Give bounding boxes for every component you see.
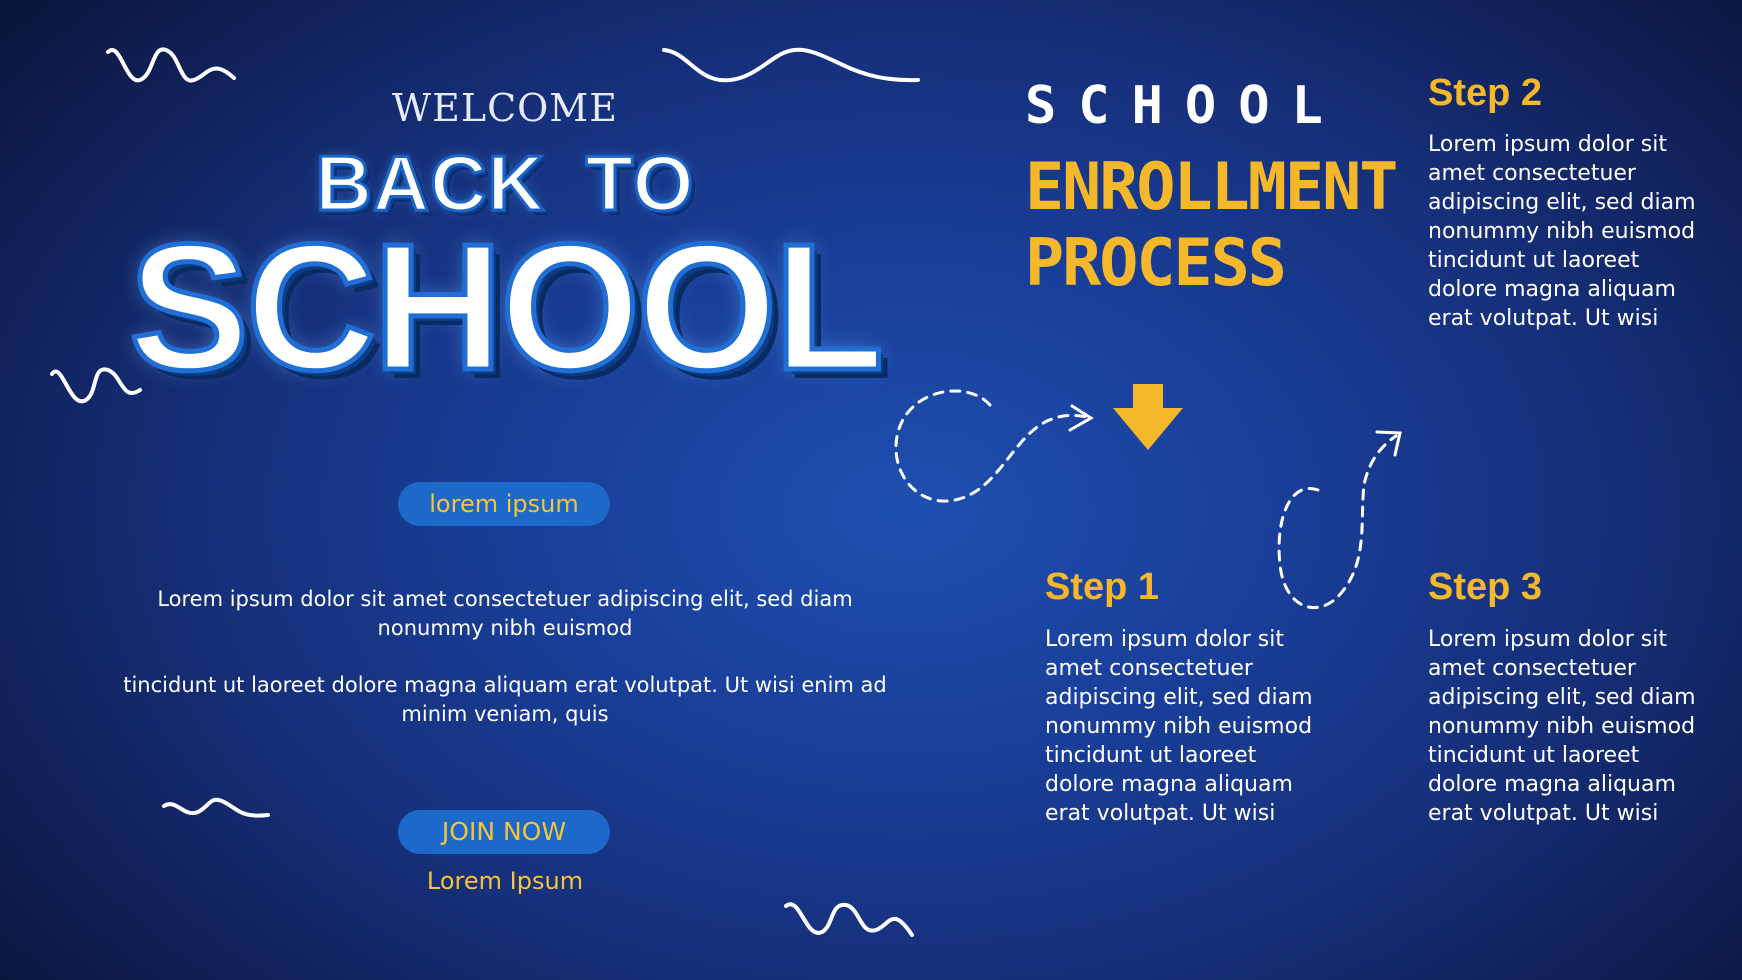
intro-paragraph-1: Lorem ipsum dolor sit amet consectetuer adipiscing elit, sed diam nonummy nibh euismod	[157, 587, 853, 640]
dashed-curved-arrow-icon	[1279, 436, 1396, 608]
enrollment-title-line-1: ENROLLMENT	[1025, 150, 1397, 225]
footer-text: Lorem Ipsum	[426, 867, 584, 895]
welcome-label: WELCOME	[392, 86, 618, 130]
step-3-title: Step 3	[1428, 566, 1543, 608]
arrow-down-icon	[1113, 384, 1183, 450]
back-to-heading: BACK TO	[315, 139, 695, 227]
step-3-text: Lorem ipsum dolor sit amet consectetuer adipiscing elit, sed diam nonummy nibh euismod tincidunt ut laoreet dolore magna aliquam erat volutpat. Ut wisi	[1428, 627, 1696, 826]
intro-paragraph-2: tincidunt ut laoreet dolore magna aliquam erat volutpat. Ut wisi enim ad minim veniam, quis	[123, 673, 887, 726]
dashed-curved-arrow-icon	[896, 391, 1090, 501]
enrollment-title-line-2: PROCESS	[1025, 226, 1285, 301]
step-1-text: Lorem ipsum dolor sit amet consectetuer adipiscing elit, sed diam nonummy nibh euismod tincidunt ut laoreet dolore magna aliquam erat volutpat. Ut wisi	[1045, 627, 1313, 826]
lorem-ipsum-pill[interactable]: lorem ipsum	[398, 482, 610, 526]
join-now-button[interactable]: JOIN NOW	[398, 810, 610, 854]
step-2-text: Lorem ipsum dolor sit amet consectetuer adipiscing elit, sed diam nonummy nibh euismod tincidunt ut laoreet dolore magna aliquam erat volutpat. Ut wisi	[1428, 132, 1696, 331]
squiggle-line-icon	[664, 50, 918, 81]
school-label: SCHOOL	[1025, 76, 1345, 136]
enrollment-title	[1025, 150, 1397, 302]
squiggle-line-icon	[164, 800, 268, 816]
squiggle-line-icon	[108, 49, 234, 80]
dashed-curved-arrow-icon	[1070, 406, 1091, 430]
step-1-title: Step 1	[1045, 566, 1160, 608]
school-heading: SCHOOL	[128, 207, 881, 408]
step-2-title: Step 2	[1428, 72, 1543, 114]
squiggle-line-icon	[786, 904, 912, 935]
